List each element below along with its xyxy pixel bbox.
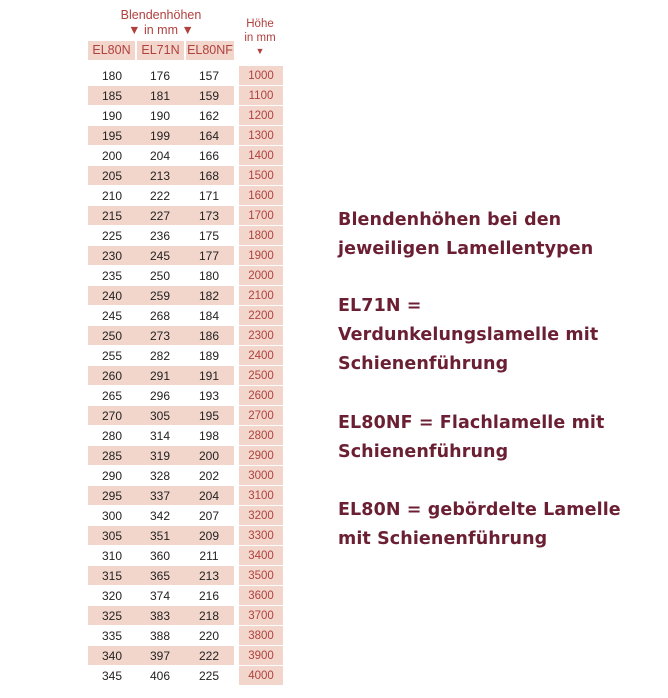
cell-el80nf: 222 [184,646,234,666]
cell-el80nf: 207 [184,506,234,526]
table-row [88,566,283,586]
table-row [88,206,283,226]
cell-el80n: 270 [88,406,136,426]
table-row [88,86,283,106]
intro-line-1: Blendenhöhen bei den [338,210,562,230]
cell-el80n: 225 [88,226,136,246]
cell-el71n: 250 [136,266,184,286]
cell-el80nf: 164 [184,126,234,146]
cell-el71n: 305 [136,406,184,426]
cell-el71n: 245 [136,246,184,266]
table-row [88,486,283,506]
cell-hoehe: 2900 [239,446,283,466]
el71n-line-3: Schienenführung [338,354,509,374]
cell-hoehe: 4000 [239,666,283,686]
table-row [88,446,283,466]
table-row [88,406,283,426]
column-header-el71n: EL71N [137,41,184,60]
cell-el80nf: 159 [184,86,234,106]
cell-el71n: 406 [136,666,184,686]
cell-el80nf: 200 [184,446,234,466]
table-row [88,126,283,146]
table-row [88,366,283,386]
column-header-el80n: EL80N [88,41,135,60]
cell-el80n: 250 [88,326,136,346]
cell-el80nf: 202 [184,466,234,486]
table-row [88,186,283,206]
cell-el71n: 236 [136,226,184,246]
cell-el80nf: 186 [184,326,234,346]
cell-el80n: 300 [88,506,136,526]
height-header [238,17,282,57]
cell-el80nf: 204 [184,486,234,506]
cell-hoehe: 3000 [239,466,283,486]
table-row [88,106,283,126]
table-row [88,346,283,366]
cell-el71n: 296 [136,386,184,406]
cell-el80nf: 195 [184,406,234,426]
cell-hoehe: 2000 [239,266,283,286]
el80n-line-1: EL80N = gebördelte Lamelle [338,500,621,520]
cell-el71n: 181 [136,86,184,106]
table-row [88,526,283,546]
cell-el80nf: 157 [184,66,234,86]
cell-el71n: 388 [136,626,184,646]
cell-el80n: 235 [88,266,136,286]
cell-hoehe: 3500 [239,566,283,586]
group-header [88,8,234,38]
cell-el80n: 265 [88,386,136,406]
cell-el80nf: 175 [184,226,234,246]
cell-el80n: 240 [88,286,136,306]
cell-el71n: 360 [136,546,184,566]
table-row [88,606,283,626]
cell-el71n: 199 [136,126,184,146]
cell-el80n: 315 [88,566,136,586]
el71n-line-1: EL71N = [338,296,422,316]
cell-el71n: 342 [136,506,184,526]
table-row [88,226,283,246]
cell-hoehe: 3600 [239,586,283,606]
table-row [88,286,283,306]
cell-el71n: 319 [136,446,184,466]
cell-hoehe: 1600 [239,186,283,206]
description-el71n [338,292,658,379]
cell-el80n: 205 [88,166,136,186]
cell-el80n: 280 [88,426,136,446]
table-row [88,306,283,326]
cell-hoehe: 3100 [239,486,283,506]
cell-hoehe: 2300 [239,326,283,346]
cell-el80nf: 209 [184,526,234,546]
cell-el80n: 325 [88,606,136,626]
cell-hoehe: 1800 [239,226,283,246]
cell-el80nf: 213 [184,566,234,586]
height-header-unit: in mm [244,32,276,44]
cell-el80nf: 168 [184,166,234,186]
cell-el80nf: 173 [184,206,234,226]
cell-hoehe: 1100 [239,86,283,106]
cell-hoehe: 1300 [239,126,283,146]
cell-el80n: 195 [88,126,136,146]
table-row [88,326,283,346]
description-el80nf [338,409,658,467]
cell-el71n: 291 [136,366,184,386]
cell-el80n: 190 [88,106,136,126]
cell-el80nf: 180 [184,266,234,286]
table-row [88,626,283,646]
cell-el71n: 204 [136,146,184,166]
cell-el80n: 180 [88,66,136,86]
cell-el80n: 320 [88,586,136,606]
cell-el80n: 335 [88,626,136,646]
table-row [88,246,283,266]
table-row [88,66,283,86]
cell-el80nf: 166 [184,146,234,166]
cell-el80n: 245 [88,306,136,326]
cell-el80n: 340 [88,646,136,666]
cell-el80nf: 218 [184,606,234,626]
height-header-title: Höhe [246,18,274,30]
cell-hoehe: 3900 [239,646,283,666]
cell-el80n: 255 [88,346,136,366]
cell-hoehe: 2400 [239,346,283,366]
table-row [88,466,283,486]
el80nf-line-2: Schienenführung [338,442,509,462]
table-row [88,506,283,526]
cell-hoehe: 1000 [239,66,283,86]
description-intro [338,206,658,264]
cell-el80nf: 191 [184,366,234,386]
table-row [88,646,283,666]
cell-el71n: 397 [136,646,184,666]
cell-hoehe: 1900 [239,246,283,266]
cell-el80n: 345 [88,666,136,686]
intro-line-2: jeweiligen Lamellentypen [338,239,594,259]
el80nf-line-1: EL80NF = Flachlamelle mit [338,413,605,433]
cell-hoehe: 1400 [239,146,283,166]
cell-el80n: 290 [88,466,136,486]
cell-hoehe: 1700 [239,206,283,226]
cell-el71n: 383 [136,606,184,626]
cell-el80n: 185 [88,86,136,106]
cell-hoehe: 2600 [239,386,283,406]
cell-el71n: 282 [136,346,184,366]
cell-el80nf: 216 [184,586,234,606]
cell-hoehe: 2200 [239,306,283,326]
cell-el71n: 273 [136,326,184,346]
cell-el71n: 328 [136,466,184,486]
cell-el80nf: 171 [184,186,234,206]
cell-el80nf: 225 [184,666,234,686]
table-row [88,426,283,446]
cell-el71n: 227 [136,206,184,226]
table-row [88,586,283,606]
cell-el71n: 365 [136,566,184,586]
cell-el80nf: 220 [184,626,234,646]
cell-el80n: 210 [88,186,136,206]
table-row [88,266,283,286]
cell-el71n: 222 [136,186,184,206]
cell-el80n: 305 [88,526,136,546]
cell-el71n: 190 [136,106,184,126]
cell-el80nf: 184 [184,306,234,326]
description-el80n [338,496,658,554]
cell-el80nf: 162 [184,106,234,126]
height-table [88,66,283,686]
cell-el71n: 176 [136,66,184,86]
cell-el71n: 374 [136,586,184,606]
cell-hoehe: 1500 [239,166,283,186]
cell-el80nf: 193 [184,386,234,406]
el71n-line-2: Verdunkelungslamelle mit [338,325,599,345]
cell-el80nf: 189 [184,346,234,366]
cell-hoehe: 1200 [239,106,283,126]
group-header-unit: ▼ in mm ▼ [128,23,194,37]
cell-el80n: 285 [88,446,136,466]
cell-el80n: 230 [88,246,136,266]
cell-hoehe: 2100 [239,286,283,306]
table-row [88,546,283,566]
table-row [88,666,283,686]
cell-hoehe: 3200 [239,506,283,526]
down-arrow-icon: ▼ [255,46,265,56]
cell-el80nf: 211 [184,546,234,566]
cell-el71n: 259 [136,286,184,306]
table-row [88,386,283,406]
cell-el80n: 295 [88,486,136,506]
cell-el71n: 351 [136,526,184,546]
column-header-el80nf: EL80NF [186,41,234,60]
cell-hoehe: 2500 [239,366,283,386]
cell-el80n: 260 [88,366,136,386]
cell-el71n: 213 [136,166,184,186]
cell-el80n: 310 [88,546,136,566]
table-row [88,146,283,166]
cell-el80nf: 177 [184,246,234,266]
cell-el71n: 268 [136,306,184,326]
cell-hoehe: 3800 [239,626,283,646]
cell-hoehe: 3300 [239,526,283,546]
cell-el80n: 200 [88,146,136,166]
cell-hoehe: 2700 [239,406,283,426]
table-row [88,166,283,186]
cell-el71n: 337 [136,486,184,506]
cell-hoehe: 2800 [239,426,283,446]
cell-el71n: 314 [136,426,184,446]
el80n-line-2: mit Schienenführung [338,529,548,549]
cell-el80n: 215 [88,206,136,226]
group-header-title: Blendenhöhen [120,8,202,22]
cell-el80nf: 182 [184,286,234,306]
cell-el80nf: 198 [184,426,234,446]
cell-hoehe: 3400 [239,546,283,566]
cell-hoehe: 3700 [239,606,283,626]
